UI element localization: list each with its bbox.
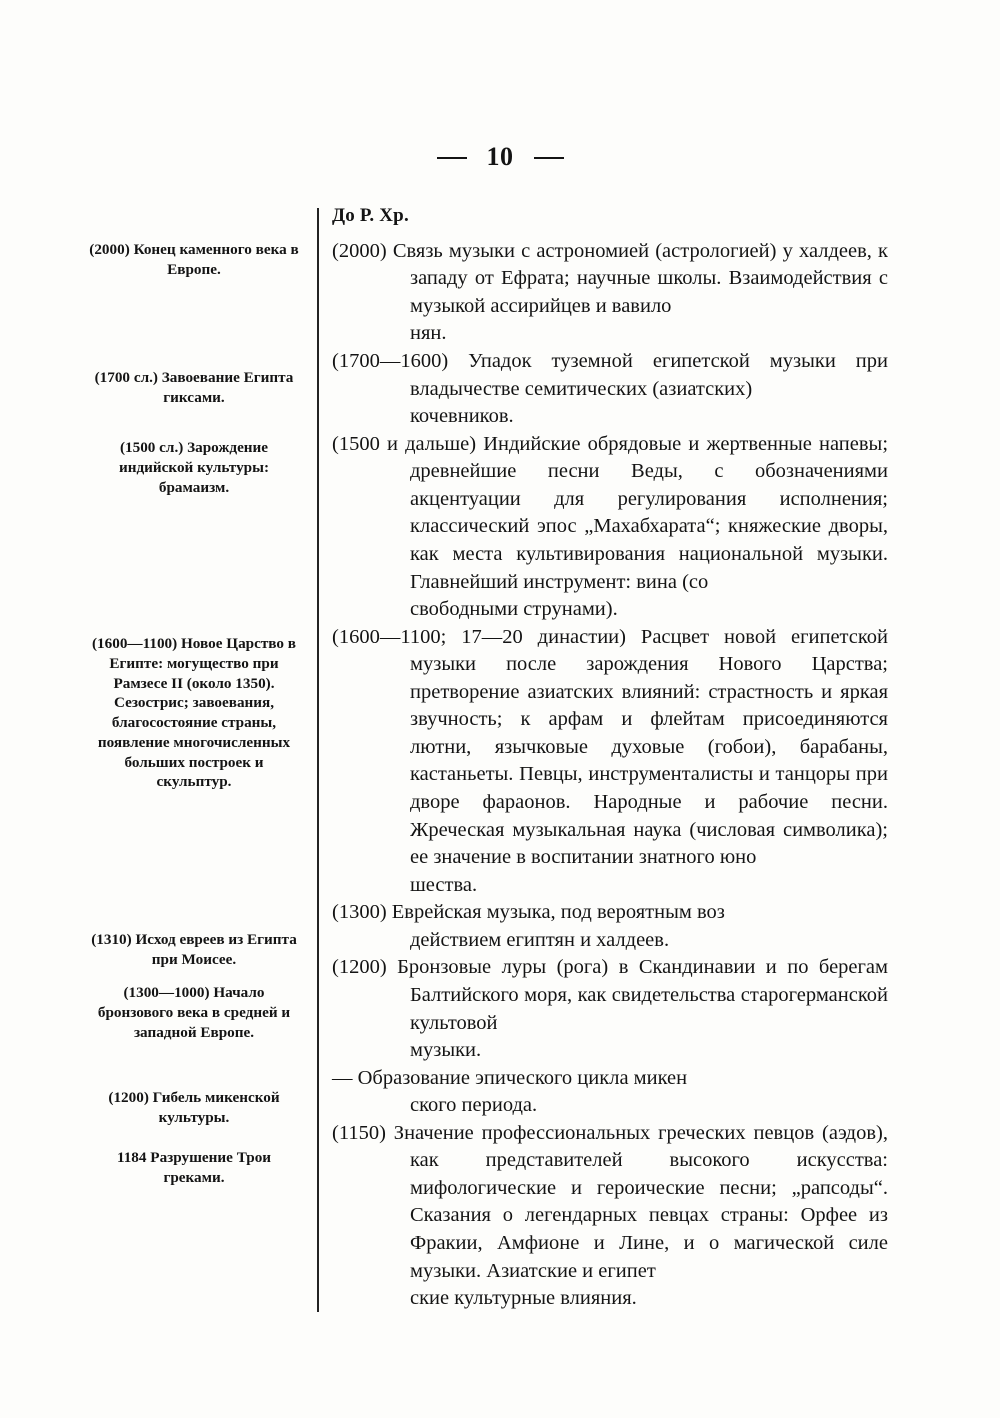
folio-dash-right-icon <box>534 157 564 159</box>
entry-body-text: Связь музыки с астрономией (астрологией) у халдеев, к западу от Ефрата; научные школы. Взаимодействия с музыкой ассирийцев и вавило <box>392 239 889 317</box>
note-1500: (1500 сл.) Зарождение индийской культуры: брамаизм. <box>118 439 270 496</box>
note-2000: (2000) Конец каменного века в Европе. <box>89 241 299 278</box>
entry-year-label: (1700—1600) <box>332 350 449 373</box>
entry-year-label: (1300) <box>332 901 387 924</box>
entry-body-text: Расцвет новой египетской музыки после зарождения Нового Царства; претворение азиатских влияний: страстность и яркая звучность; к арфам и флейтам присоединяются лютни, язычковые духовые (гобои), барабаны, кастаньеты. Певцы, инструменталисты и танцоры при дворе фараонов. Народные и рабочие песни. Жреческая музыкальная наука (числовая символика); ее значение в воспитании знатного юно <box>410 625 888 869</box>
note-1600-1100: (1600—1100) Новое Царство в Египте: могущество при Рамзесе II (около 1350). Сезострис; завоевания, благосостояние страны, появление многочисленных больших построек и скульптур. <box>91 635 296 791</box>
entry-body-text: Образование эпического цикла микен <box>357 1066 688 1089</box>
entry-1150 <box>332 1120 888 1313</box>
entry-1700-1600 <box>332 348 888 431</box>
right-chronology-column <box>332 205 888 1313</box>
note-1310: (1310) Исход евреев из Египта при Моисее. <box>91 931 297 968</box>
entry-year-label: — <box>332 1066 353 1089</box>
entry-body-text: Индийские обрядовые и жертвенные напевы; древнейшие песни Веды, с обозначениями акцентуации для регулирования исполнения; классический эпос „Махабхарата“; княжеские дворы, как места культивирования национальной музыки. Главнейший инструмент: вина (со <box>410 432 889 593</box>
entry-body-text: Упадок туземной египетской музыки при владычестве семитических (азиатских) <box>410 350 888 400</box>
entry-body-tail: действием египтян и халдеев. <box>410 928 670 951</box>
folio-dash-left-icon <box>437 157 467 159</box>
era-heading: До Р. Хр. <box>332 205 409 226</box>
entry-body-tail: нян. <box>410 322 447 345</box>
entry-body-tail: ские культурные влияния. <box>410 1287 637 1310</box>
entry-1200 <box>332 954 888 1064</box>
entry-body-tail: свободными струнами). <box>410 598 618 621</box>
folio-number: 10 <box>486 142 514 171</box>
entry-year-label: (1200) <box>332 956 387 979</box>
entry-body-text: Бронзовые луры (рога) в Скандинавии и по берегам Балтийского моря, как свидетельства старогерманской культовой <box>397 956 888 1034</box>
entry-2000 <box>332 238 888 348</box>
entry-body-text: Значение профессиональных греческих певцов (аэдов), как представителей высокого искусства: мифологические и героические песни; „рапсоды“. Сказания о легендарных певцах страны: Орфее из Фракии, Амфионе и Лине, и о магической силе музыки. Азиатские и египет <box>393 1121 888 1282</box>
page-folio <box>0 142 1000 172</box>
entry-body-tail: кочевников. <box>410 405 514 428</box>
entry-year-label: (1600—1100; 17—20 династии) <box>332 625 626 648</box>
note-1700: (1700 сл.) Завоевание Египта гиксами. <box>94 369 294 406</box>
column-divider <box>317 208 319 1312</box>
note-1300-1000: (1300—1000) Начало бронзового века в средней и западной Европе. <box>97 984 291 1041</box>
entry-body-tail: музыки. <box>410 1039 482 1062</box>
entry-year-label: (2000) <box>332 239 387 262</box>
entry-1500 <box>332 431 888 624</box>
entry-year-label: (1500 и дальше) <box>332 432 477 455</box>
entry-body-tail: ского периода. <box>410 1094 538 1117</box>
note-1200: (1200) Гибель микенской культуры. <box>108 1089 280 1126</box>
entry-year-label: (1150) <box>332 1121 386 1144</box>
entry-1600-1100 <box>332 624 888 900</box>
entry-dash-mycenaean <box>332 1065 888 1120</box>
entry-body-text: Еврейская музыка, под вероятным воз <box>391 901 725 924</box>
note-1184: 1184 Разрушение Трои греками. <box>116 1149 272 1186</box>
entry-1300 <box>332 899 888 954</box>
entry-body-tail: шества. <box>410 873 478 896</box>
